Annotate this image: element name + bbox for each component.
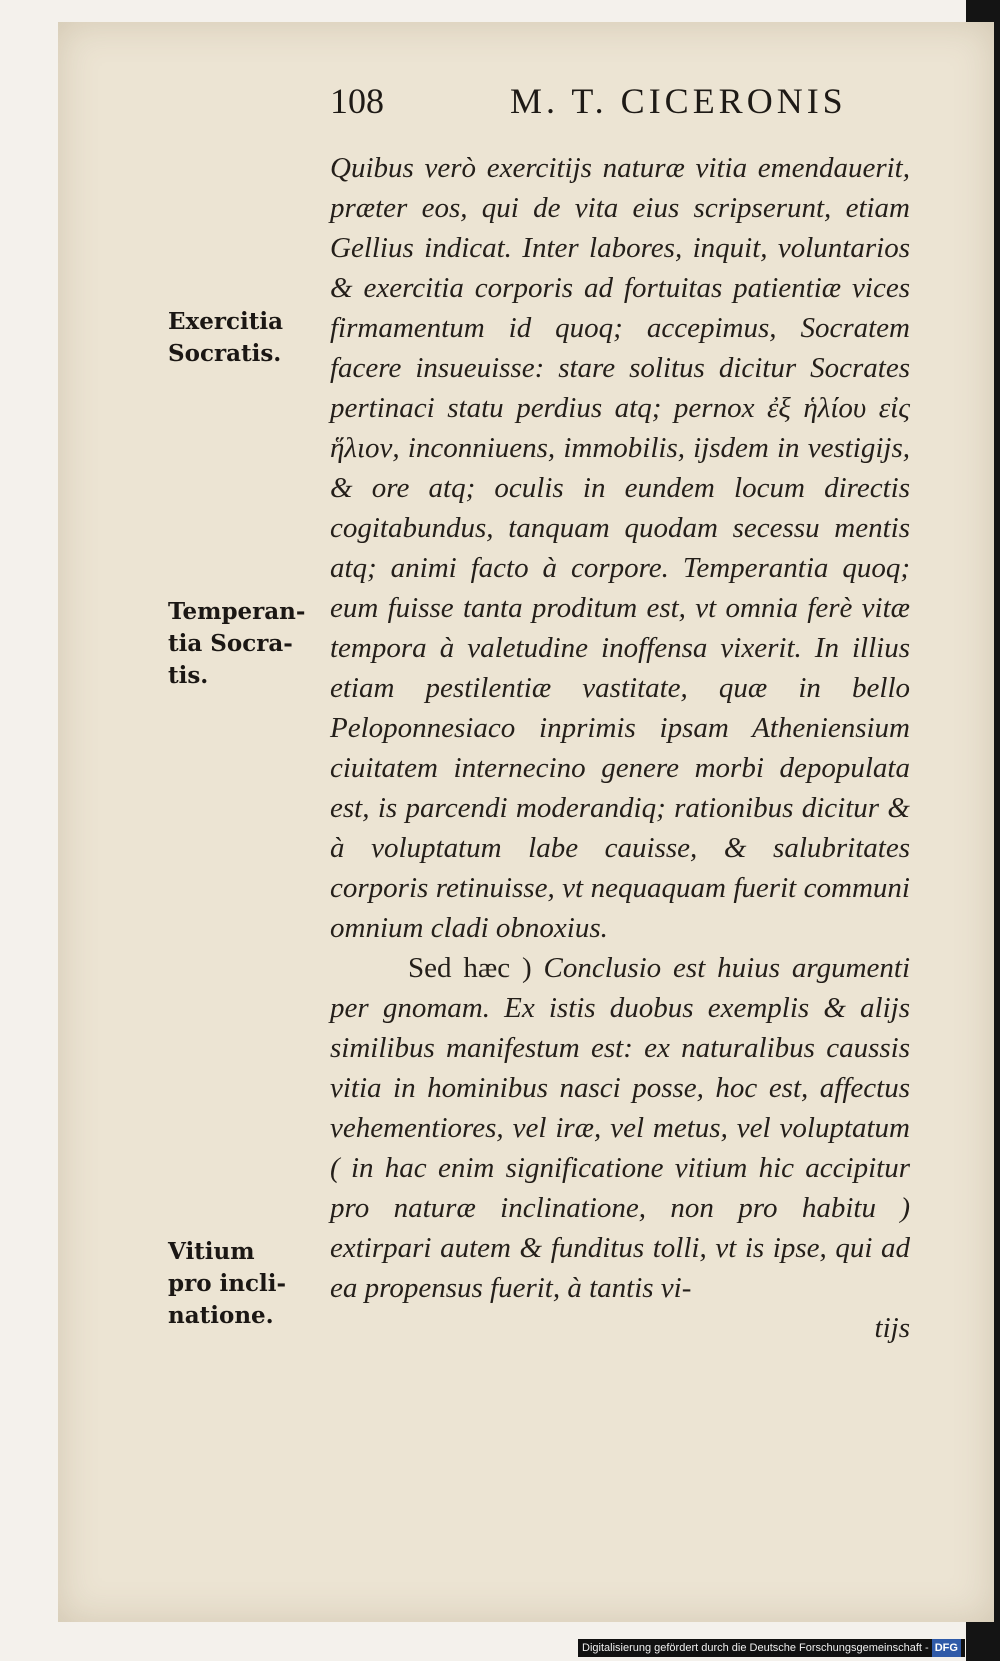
margin-note-line: Socratis. (168, 340, 282, 367)
margin-note-line: Vitium (168, 1238, 255, 1265)
credit-text: Digitalisierung gefördert durch die Deutsche Forschungsgemeinschaft - (582, 1642, 929, 1654)
running-head (330, 80, 890, 130)
book-title: M. T. CICERONIS (510, 81, 847, 121)
margin-note-line: tia Socra- (168, 630, 293, 657)
catchword: tijs (874, 1312, 910, 1344)
margin-note-exercitia (168, 306, 318, 370)
paragraph: Quibus verò exercitijs naturæ vitia emendauerit, præter eos, qui de vita eius scripserunt, etiam Gellius indicat. Inter labores, inquit, voluntarios & exercitia corporis ad fortuitas patientiæ vices firmamentum id quoq; accepimus, Socratem facere insueuisse: stare solitus dicitur Socrates pertinaci statu perdius atq; pernox ἐξ ἡλίου εἰς ἥλιον, inconniuens, immobilis, ijsdem in vestigijs, & ore atq; oculis in eundem locum directis cogitabundus, tanquam quodam secessu mentis atq; animi facto à corpore. Temperantia quoq; eum fuisse tanta proditum est, vt omnia ferè vitæ tempora à valetudine inoffensa vixerit. In illius etiam pestilentiæ vastitate, quæ in bello Peloponnesiaco inprimis ipsam Atheniensium ciuitatem internecino genere morbi depopulata est, is parcendi moderandiq; rationibus dicitur & à voluptatum labe cauisse, & salubritates corporis retinuisse, vt nequaquam fuerit communi omnium cladi obnoxius. (330, 152, 910, 944)
margin-note-vitium (168, 1236, 318, 1332)
page-number: 108 (330, 81, 384, 121)
lemma: Sed hæc ) (408, 952, 532, 984)
digitization-credit (578, 1639, 965, 1657)
margin-note-line: natione. (168, 1302, 274, 1329)
dfg-logo-icon: DFG (932, 1639, 961, 1657)
body-text (330, 148, 910, 1348)
margin-note-line: Temperan- (168, 598, 306, 625)
margin-note-line: tis. (168, 662, 209, 689)
paragraph-commentary (330, 948, 910, 1308)
paragraph-body: Conclusio est huius argumenti per gnomam. Ex istis duobus exemplis & alijs similibus manifestum est: ex naturalibus caussis vitia in hominibus nasci posse, hoc est, affectus vehementiores, vel iræ, vel metus, vel voluptatum ( in hac enim significatione vitium hic accipitur pro naturæ inclinatione, non pro habitu ) extirpari autem & funditus tolli, vt is ipse, qui ad ea propensus fuerit, à tantis vi- (330, 952, 911, 1304)
margin-note-temperantia (168, 596, 318, 692)
margin-note-line: pro incli- (168, 1270, 287, 1297)
margin-note-line: Exercitia (168, 308, 283, 335)
